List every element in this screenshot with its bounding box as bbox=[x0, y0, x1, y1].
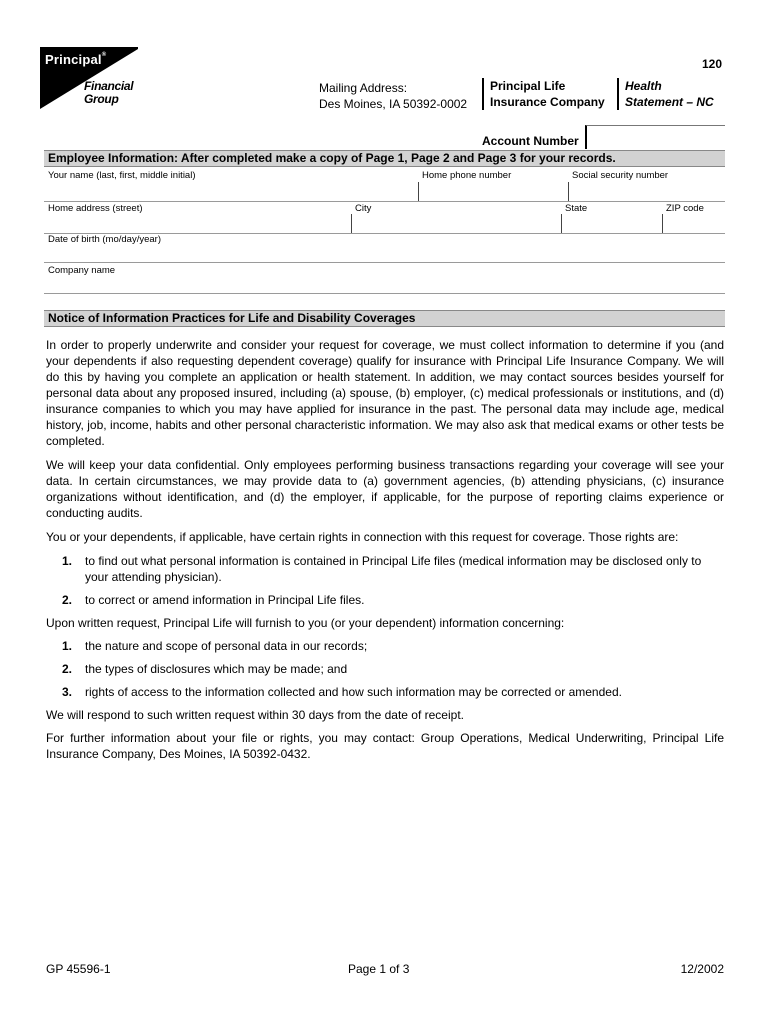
rights-list-item: 2. to correct or amend information in Principal Life files. bbox=[62, 593, 365, 607]
name-row-line[interactable] bbox=[44, 201, 725, 202]
company-name-header: Principal Life Insurance Company bbox=[482, 78, 605, 110]
company-row-line[interactable] bbox=[44, 293, 725, 294]
city-label: City bbox=[355, 203, 372, 214]
notice-paragraph-6: For further information about your file or rights, you may contact: Group Operations, Medical Underwriting, Principal Life Insurance Company, Des Moines, IA 50392-0432. bbox=[46, 731, 724, 761]
footer-form-code: GP 45596-1 bbox=[46, 962, 111, 976]
ssn-label: Social security number bbox=[572, 170, 669, 181]
mailing-label: Mailing Address: bbox=[319, 81, 408, 95]
dob-label: Date of birth (mo/day/year) bbox=[48, 234, 161, 245]
account-number-field[interactable] bbox=[585, 125, 725, 149]
info-list-item: 2. the types of disclosures which may be made; and bbox=[62, 662, 348, 676]
statement-title: Health Statement – NC bbox=[617, 78, 714, 110]
field-divider bbox=[351, 214, 352, 234]
notice-paragraph-3: You or your dependents, if applicable, have certain rights in connection with this request for coverage. Those rights are: bbox=[46, 530, 679, 544]
notice-body bbox=[46, 337, 724, 762]
field-divider bbox=[561, 214, 562, 234]
notice-paragraph-2: We will keep your data confidential. Only employees performing business transactions regarding your coverage will see your data. In certain circumstances, we may provide data to (a) government agencies, (b) attending physicians, (c) insurance organizations without identification, and (d) the employer, if applicable, for the purpose of reporting claims experience or conducting audits. bbox=[46, 458, 724, 520]
notice-paragraph-5: We will respond to such written request within 30 days from the date of receipt. bbox=[46, 708, 464, 722]
info-list-item: 3. rights of access to the information collected and how such information may be corrected or amended. bbox=[62, 685, 622, 699]
account-number-label: Account Number bbox=[482, 134, 579, 148]
state-label: State bbox=[565, 203, 588, 214]
logo-subtitle: Financial Group bbox=[84, 79, 134, 106]
employee-section-header: Employee Information: After completed make a copy of Page 1, Page 2 and Page 3 for your records. bbox=[44, 150, 725, 167]
notice-section-header: Notice of Information Practices for Life and Disability Coverages bbox=[44, 310, 725, 327]
footer-date: 12/2002 bbox=[680, 962, 724, 976]
info-list-item: 1. the nature and scope of personal data in our records; bbox=[62, 639, 368, 653]
field-divider bbox=[568, 182, 569, 202]
zip-label: ZIP code bbox=[666, 203, 704, 214]
field-divider bbox=[662, 214, 663, 234]
form-number: 120 bbox=[701, 57, 722, 71]
notice-paragraph-4: Upon written request, Principal Life will furnish to you (or your dependent) information concerning: bbox=[46, 616, 565, 630]
mailing-address bbox=[319, 80, 467, 112]
company-name-label: Company name bbox=[48, 265, 116, 276]
footer-page-number: Page 1 of 3 bbox=[348, 962, 410, 976]
home-phone-label: Home phone number bbox=[422, 170, 512, 181]
mailing-city: Des Moines, IA 50392-0002 bbox=[319, 97, 468, 111]
principal-logo bbox=[40, 47, 140, 109]
your-name-label: Your name (last, first, middle initial) bbox=[48, 170, 196, 181]
home-address-label: Home address (street) bbox=[48, 203, 143, 214]
rights-list-item: 1. to find out what personal information is contained in Principal Life files (medical information may be disclosed only to your attending physician). bbox=[62, 554, 702, 584]
notice-paragraph-1: In order to properly underwrite and consider your request for coverage, we must collect information to determine if you (and your dependents if also requesting dependent coverage) qualify for insurance with Principal Life Insurance Company. We will do this by having you complete an application or health statement. In addition, we may contact sources besides yourself for personal data about any proposed insured, including (a) spouse, (b) employer, (c) medical professionals or institutions, and (d) insurance companies to which you may have applied for insurance in the past. The personal data may include age, medical history, job, income, habits and other personal characteristic information. We may also ask that medical exams or other tests be completed. bbox=[46, 338, 724, 448]
dob-row-line[interactable] bbox=[44, 262, 725, 263]
field-divider bbox=[418, 182, 419, 202]
logo-wordmark: Principal® bbox=[45, 52, 107, 67]
